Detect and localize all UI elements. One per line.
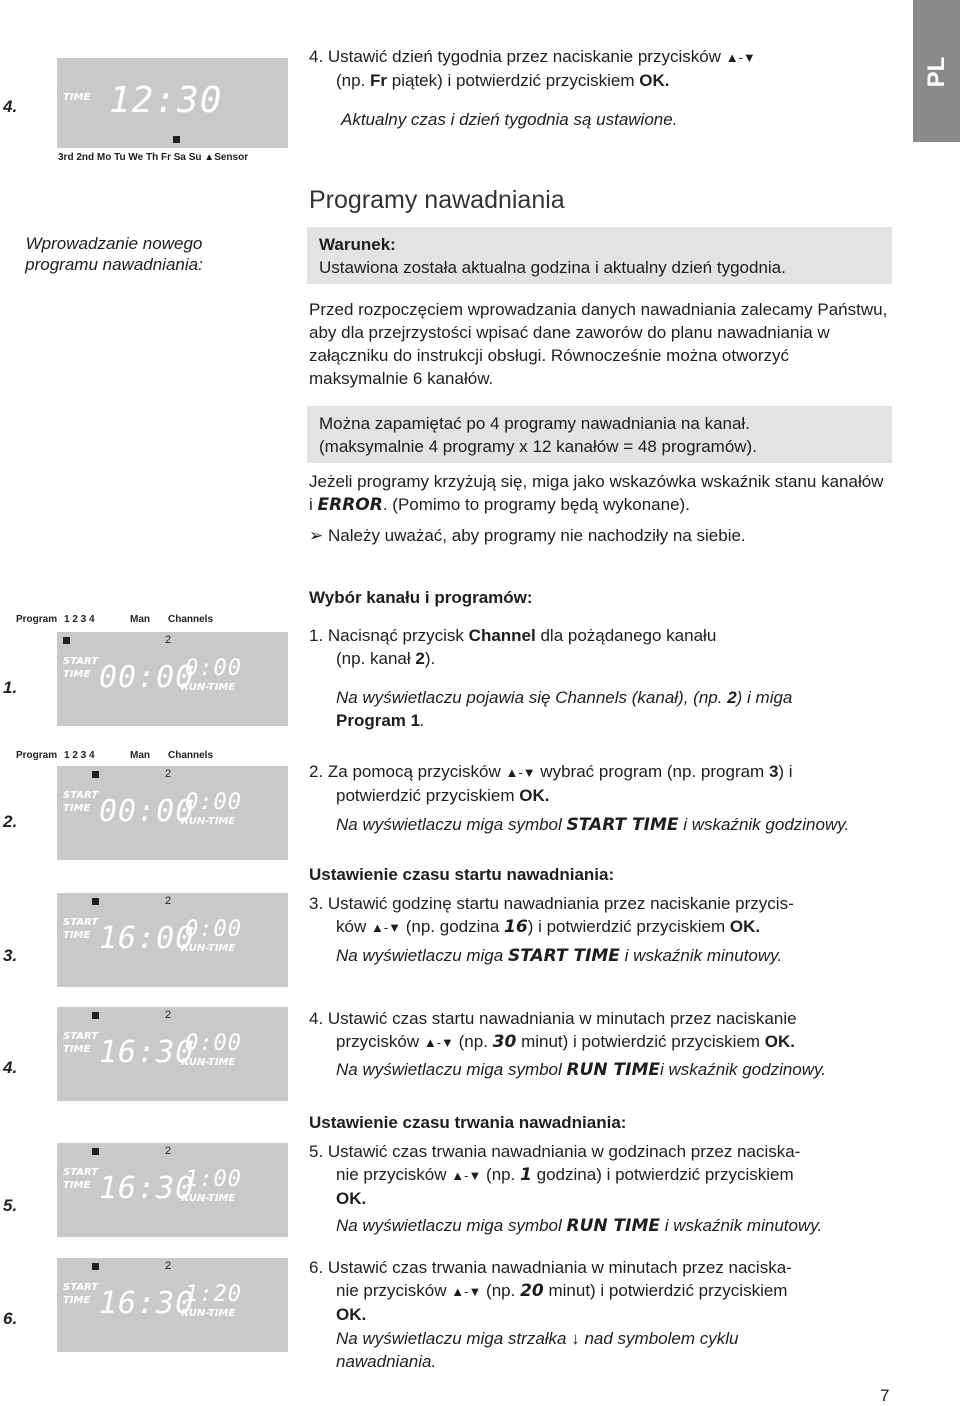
program-capacity-box (307, 406, 892, 463)
lcd-step-number: 2. (3, 812, 18, 831)
lcd-header-2: Program 1 2 3 4 Man Channels (16, 750, 214, 761)
step-4: 4. Ustawić czas startu nawadniania w minutach przez naciskanie przycisków ▲-▼ (np. 30 minut) i potwierdzić przyciskiem OK. (309, 1009, 797, 1052)
lcd-clock: 00:00 (99, 794, 195, 829)
lcd-time-label: TIME (63, 803, 91, 814)
condition-text: Ustawiona została aktualna godzina i aktualny dzień tygodnia. (319, 258, 786, 277)
lcd-display (57, 1258, 288, 1352)
lcd-clock: 16:30 (99, 1286, 195, 1321)
step-2: 2. Za pomocą przycisków ▲-▼ wybrać program (np. program 3) i potwierdzić przyciskiem OK. (309, 762, 793, 805)
lcd-clock: 00:00 (99, 660, 195, 695)
lcd-start-label: START (63, 1282, 99, 1293)
step-3-result: Na wyświetlaczu miga START TIME i wskaźnik minutowy. (336, 946, 783, 966)
side-label: Wprowadzanie nowego programu nawadniania: (25, 234, 203, 274)
step-number: 4. (3, 97, 18, 116)
lcd-step-number: 1. (3, 678, 18, 697)
lcd-time-label: TIME (63, 1295, 91, 1306)
lcd-start-label: START (63, 917, 99, 928)
arrow-note: ➢ Należy uważać, aby programy nie nachodziły na siebie. (309, 526, 746, 545)
step-6-result: Na wyświetlaczu miga strzałka ↓ nad symbolem cyklu nawadniania. (336, 1329, 739, 1371)
lcd-step-number: 4. (3, 1058, 18, 1077)
lcd-run-time-label: RUN-TIME (181, 1193, 236, 1204)
lcd-run-time: 0:00 (185, 1031, 242, 1056)
lcd-display (57, 766, 288, 860)
program-marker (92, 1148, 99, 1155)
overlap-paragraph: Jeżeli programy krzyżują się, miga jako wskazówka wskaźnik stanu kanałów i ERROR. (Pomimo to programy będą wykonane). (309, 472, 884, 515)
lcd-run-time-label: RUN-TIME (181, 1057, 236, 1068)
lcd-time-label: TIME (63, 1180, 91, 1191)
step-3: 3. Ustawić godzinę startu nawadniania przez naciskanie przycis- ków ▲-▼ (np. godzina 16) i potwierdzić przyciskiem OK. (309, 894, 794, 937)
lcd-run-time: 0:00 (185, 656, 242, 681)
channel-number: 2 (165, 634, 172, 646)
lcd-run-time-label: RUN-TIME (181, 682, 236, 693)
lcd-start-label: START (63, 1167, 99, 1178)
lcd-time-label: TIME (63, 92, 91, 103)
step-4-result: Na wyświetlaczu miga symbol RUN TIMEi wskaźnik godzinowy. (336, 1060, 826, 1080)
lcd-step-number: 5. (3, 1196, 18, 1215)
top-step-text: 4. Ustawić dzień tygodnia przez naciskanie przycisków ▲-▼ (np. Fr piątek) i potwierdzić przyciskiem OK. (309, 47, 756, 90)
condition-box (307, 227, 892, 284)
lcd-run-time-label: RUN-TIME (181, 943, 236, 954)
page-number: 7 (880, 1386, 890, 1405)
lcd-run-time: 1:00 (185, 1167, 242, 1192)
lcd-clock: 16:30 (99, 1035, 195, 1070)
lcd-header-1: Program 1 2 3 4 Man Channels (16, 614, 214, 625)
heading-start-time: Ustawienie czasu startu nawadniania: (309, 865, 615, 884)
intro-paragraph: Przed rozpoczęciem wprowadzania danych nawadniania zalecamy Państwu, aby dla przejrzystości wpisać dane zaworów do planu nawadniania w załączniku do instrukcji obsługi. Równocześnie można otworzyć maksymalnie 6 kanałów. (309, 300, 888, 388)
step-2-result: Na wyświetlaczu miga symbol START TIME i wskaźnik godzinowy. (336, 815, 850, 835)
step-5: 5. Ustawić czas trwania nawadniania w godzinach przez naciska- nie przycisków ▲-▼ (np. 1 godzina) i potwierdzić przyciskiem OK. (309, 1142, 801, 1208)
lcd-day-labels: 3rd 2nd Mo Tu We Th Fr Sa Su ▲Sensor (58, 152, 249, 163)
lcd-display (57, 1007, 288, 1101)
lcd-display (57, 1143, 288, 1237)
lcd-time-label: TIME (63, 1044, 91, 1055)
heading-run-time: Ustawienie czasu trwania nawadniania: (309, 1113, 627, 1132)
lcd-display (57, 893, 288, 987)
up-down-buttons-symbol: ▲-▼ (725, 50, 756, 65)
language-tab: PL (913, 0, 960, 142)
program-marker (92, 1012, 99, 1019)
top-step-result: Aktualny czas i dzień tygodnia są ustawione. (341, 110, 678, 129)
program-marker (92, 898, 99, 905)
lcd-run-time: 0:00 (185, 790, 242, 815)
channel-number: 2 (165, 1145, 172, 1157)
program-marker (63, 637, 70, 644)
channel-number: 2 (165, 895, 172, 907)
condition-label: Warunek: (319, 235, 396, 254)
step-1-result: Na wyświetlaczu pojawia się Channels (kanał), (np. 2) i miga Program 1. (336, 688, 793, 730)
channel-number: 2 (165, 768, 172, 780)
lcd-clock: 16:00 (99, 921, 195, 956)
channel-number: 2 (165, 1260, 172, 1272)
step-6: 6. Ustawić czas trwania nawadniania w minutach przez naciska- nie przycisków ▲-▼ (np. 20 minut) i potwierdzić przyciskiem OK. (309, 1258, 792, 1324)
heading-channel-selection: Wybór kanału i programów: (309, 588, 533, 607)
program-marker (92, 1263, 99, 1270)
lcd-start-label: START (63, 790, 99, 801)
lcd-run-time: 0:00 (185, 917, 242, 942)
program-marker (92, 771, 99, 778)
arrow-right-icon: ➢ (309, 526, 324, 545)
lcd-clock: 16:30 (99, 1171, 195, 1206)
lcd-start-label: START (63, 656, 99, 667)
capacity-line-2: (maksymalnie 4 programy x 12 kanałów = 48 programów). (319, 437, 757, 456)
channel-number: 2 (165, 1009, 172, 1021)
lcd-display (57, 58, 288, 148)
lcd-step-number: 3. (3, 946, 18, 965)
lcd-run-time: 1:20 (185, 1282, 242, 1307)
lcd-display (57, 632, 288, 726)
lcd-step-number: 6. (3, 1309, 18, 1328)
down-arrow-icon: ↓ (571, 1329, 580, 1348)
capacity-line-1: Można zapamiętać po 4 programy nawadniania na kanał. (319, 414, 750, 433)
step-1: 1. Nacisnąć przycisk Channel dla pożądanego kanału (np. kanał 2). (309, 626, 717, 668)
lcd-time-label: TIME (63, 669, 91, 680)
lcd-run-time-label: RUN-TIME (181, 1308, 236, 1319)
step-5-result: Na wyświetlaczu miga symbol RUN TIME i wskaźnik minutowy. (336, 1216, 823, 1236)
section-heading: Programy nawadniania (309, 186, 565, 214)
lcd-time-label: TIME (63, 930, 91, 941)
lcd-start-label: START (63, 1031, 99, 1042)
lcd-clock: 12:30 (109, 80, 223, 121)
lcd-day-marker (173, 136, 180, 143)
error-symbol: ERROR (317, 495, 383, 515)
lcd-run-time-label: RUN-TIME (181, 816, 236, 827)
